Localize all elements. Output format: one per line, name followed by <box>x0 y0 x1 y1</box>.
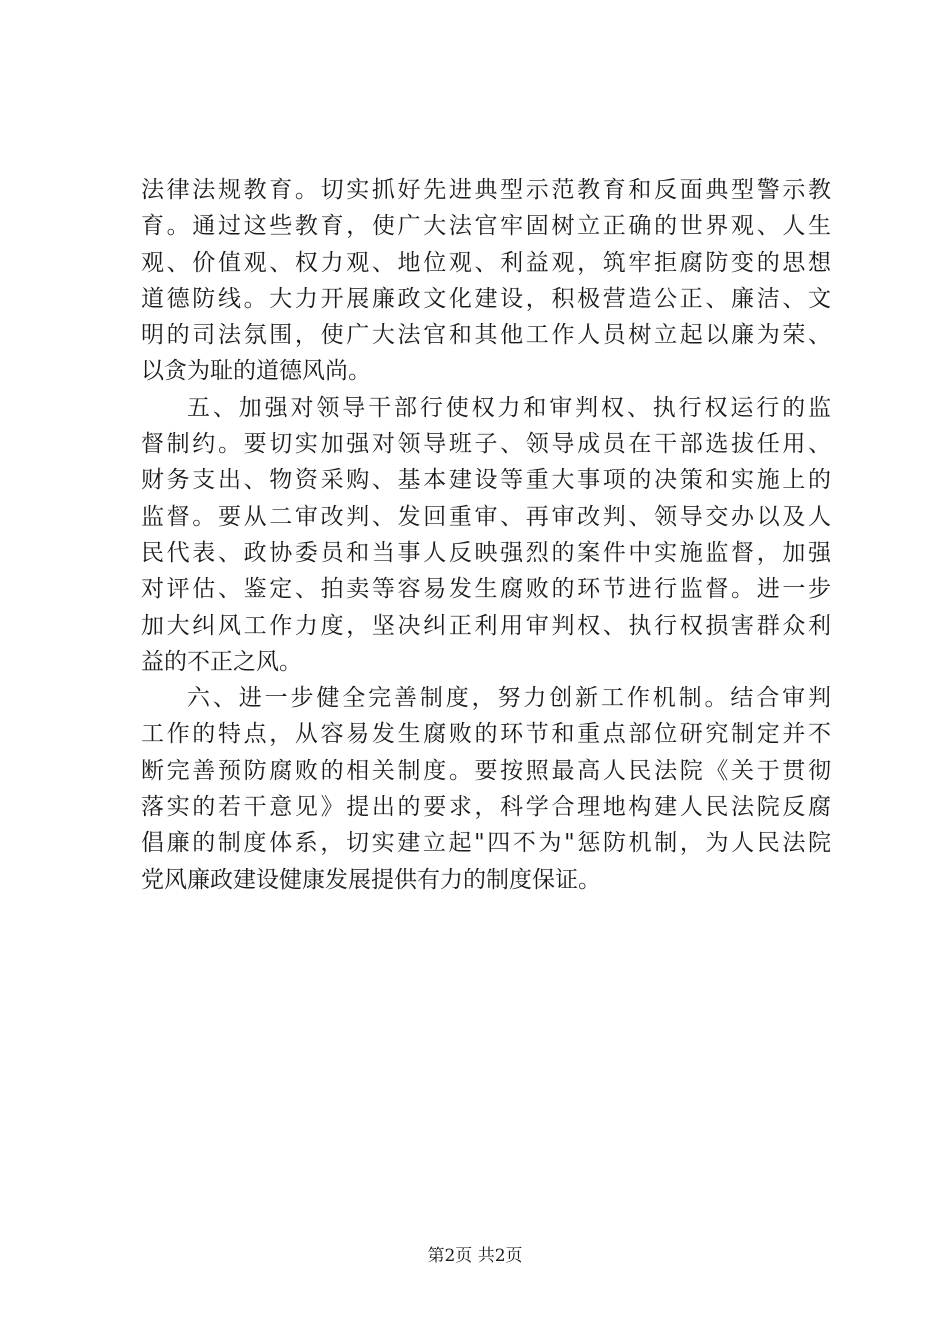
text-line: 对评估、鉴定、拍卖等容易发生腐败的环节进行监督。进一步 <box>141 576 831 603</box>
text-line: 党风廉政建设健康发展提供有力的制度保证。 <box>141 866 601 893</box>
text-line: 六、进一步健全完善制度，努力创新工作机制。结合审判 <box>187 685 831 712</box>
text-line: 加大纠风工作力度，坚决纠正利用审判权、执行权损害群众利 <box>141 612 831 639</box>
text-line: 工作的特点，从容易发生腐败的环节和重点部位研究制定并不 <box>141 721 831 748</box>
text-line: 五、加强对领导干部行使权力和审判权、执行权运行的监 <box>187 394 831 421</box>
page-indicator: 第2页 共2页 <box>427 1246 523 1266</box>
page-footer <box>0 1244 950 1268</box>
text-line: 育。通过这些教育，使广大法官牢固树立正确的世界观、人生 <box>141 213 831 240</box>
paragraph-institutions <box>141 680 831 898</box>
paragraph-supervision <box>141 390 831 680</box>
text-line: 倡廉的制度体系，切实建立起"四不为"惩防机制，为人民法院 <box>141 830 831 857</box>
text-line: 财务支出、物资采购、基本建设等重大事项的决策和实施上的 <box>141 467 831 494</box>
text-line: 民代表、政协委员和当事人反映强烈的案件中实施监督，加强 <box>141 539 831 566</box>
text-line: 法律法规教育。切实抓好先进典型示范教育和反面典型警示教 <box>141 177 831 203</box>
text-line: 益的不正之风。 <box>141 648 302 675</box>
text-line: 督制约。要切实加强对领导班子、领导成员在干部选拔任用、 <box>141 431 831 458</box>
text-line: 道德防线。大力开展廉政文化建设，积极营造公正、廉洁、文 <box>141 285 831 312</box>
text-line: 明的司法氛围，使广大法官和其他工作人员树立起以廉为荣、 <box>141 322 831 349</box>
text-line: 以贪为耻的道德风尚。 <box>141 358 371 385</box>
text-line: 观、价值观、权力观、地位观、利益观，筑牢拒腐防变的思想 <box>141 249 831 276</box>
document-body <box>141 172 831 898</box>
paragraph-education <box>141 172 831 390</box>
text-line: 监督。要从二审改判、发回重审、再审改判、领导交办以及人 <box>141 503 831 530</box>
text-line: 断完善预防腐败的相关制度。要按照最高人民法院《关于贯彻 <box>141 757 831 784</box>
text-line: 落实的若干意见》提出的要求，科学合理地构建人民法院反腐 <box>141 794 831 821</box>
